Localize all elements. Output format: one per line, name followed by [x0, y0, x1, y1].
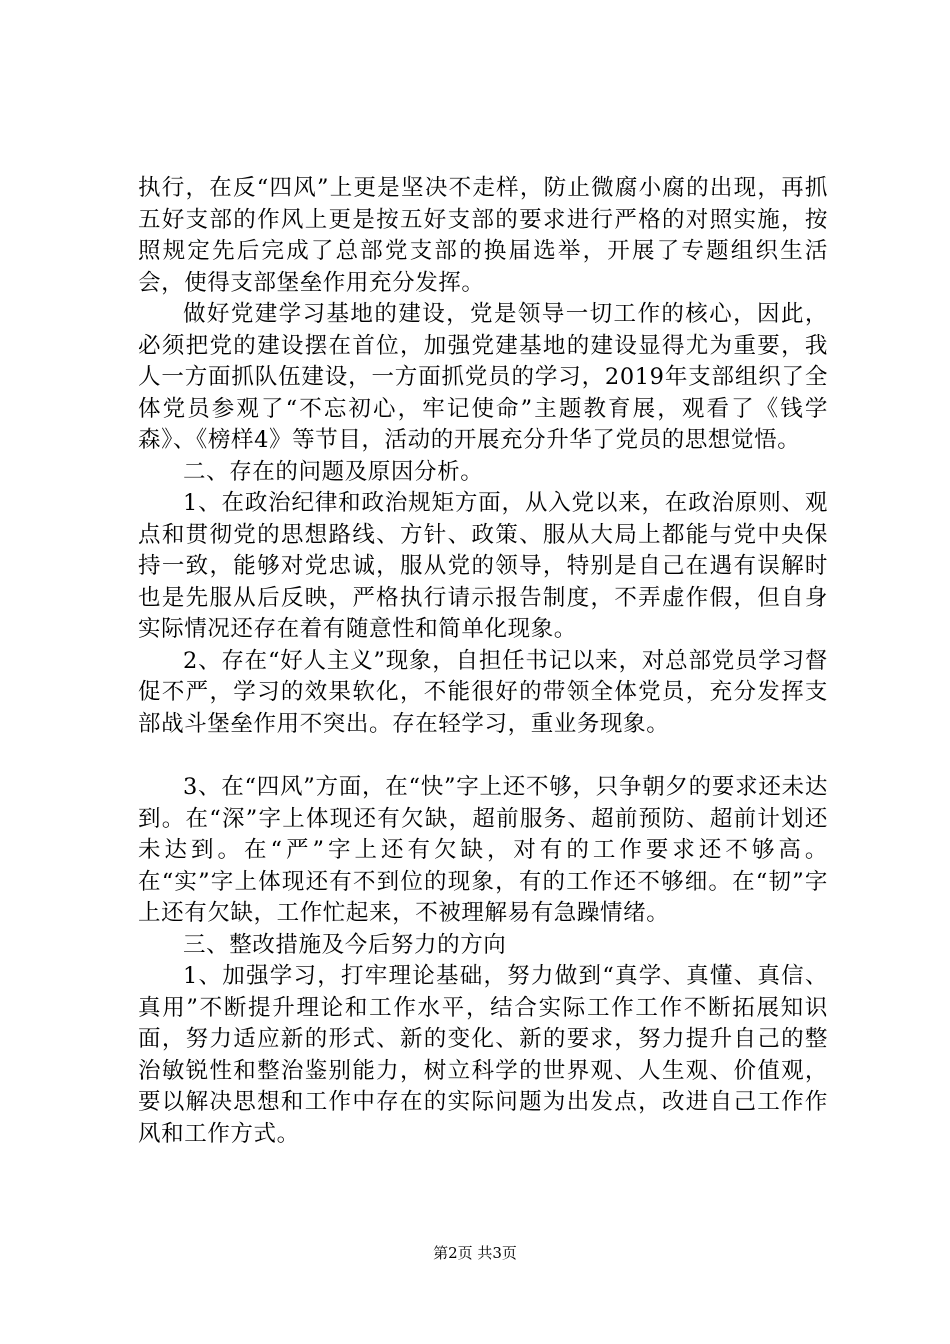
paragraph-problem-1: 1、在政治纪律和政治规矩方面，从入党以来，在政治原则、观点和贯彻党的思想路线、方针、政策、服从大局上都能与党中央保持一致，能够对党忠诚，服从党的领导，特别是自己在遇有误解时也是先服从后反映，严格执行请示报告制度，不弄虚作假，但自身实际情况还存在着有随意性和简单化现象。 — [138, 490, 828, 642]
section-heading-problems: 二、存在的问题及原因分析。 — [183, 458, 484, 485]
paragraph-continuation: 执行，在反“四风”上更是坚决不走样，防止微腐小腐的出现，再抓五好支部的作风上更是按五好支部的要求进行严格的对照实施，按照规定先后完成了总部党支部的换届选举，开展了专题组织生活会，使得支部堡垒作用充分发挥。 — [138, 175, 828, 296]
paragraph-problem-2: 2、存在“好人主义”现象，自担任书记以来，对总部党员学习督促不严，学习的效果软化，不能很好的带领全体党员，充分发挥支部战斗堡垒作用不突出。存在轻学习，重业务现象。 — [138, 647, 828, 737]
page-footer: 第2页 共3页 — [433, 1244, 517, 1262]
paragraph-measure-1: 1、加强学习，打牢理论基础，努力做到“真学、真懂、真信、真用”不断提升理论和工作水平，结合实际工作工作不断拓展知识面，努力适应新的形式、新的变化、新的要求，努力提升自己的整治敏锐性和整治鉴别能力，树立科学的世界观、人生观、价值观，要以解决思想和工作中存在的实际问题为出发点，改进自己工作作风和工作方式。 — [138, 963, 828, 1147]
section-heading-measures: 三、整改措施及今后努力的方向 — [183, 931, 507, 958]
paragraph-party-base: 做好党建学习基地的建设，党是领导一切工作的核心，因此，必须把党的建设摆在首位，加强党建基地的建设显得尤为重要，我人一方面抓队伍建设，一方面抓党员的学习，2019年支部组织了全体党员参观了“不忘初心，牢记使命”主题教育展，观看了《钱学森》、《榜样4》等节目，活动的开展充分升华了党员的思想觉悟。 — [138, 301, 828, 453]
document-body — [138, 173, 828, 1150]
paragraph-problem-3: 3、在“四风”方面，在“快”字上还不够，只争朝夕的要求还未达到。在“深”字上体现还有欠缺，超前服务、超前预防、超前计划还未达到。在“严”字上还有欠缺，对有的工作要求还不够高。在“实”字上体现还有不到位的现象，有的工作还不够细。在“韧”字上还有欠缺，工作忙起来，不被理解易有急躁情绪。 — [138, 774, 828, 926]
